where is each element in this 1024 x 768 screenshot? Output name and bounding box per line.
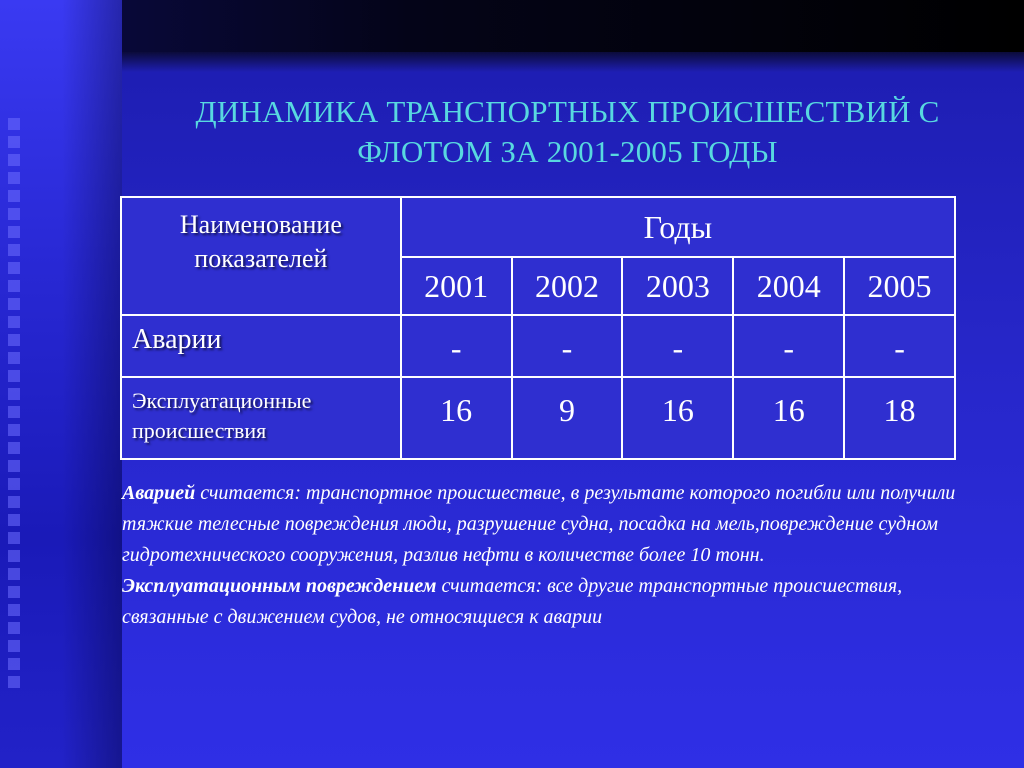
definitions-note <box>122 478 962 633</box>
slide-title: ДИНАМИКА ТРАНСПОРТНЫХ ПРОИСШЕСТВИЙ С ФЛОТОМ ЗА 2001-2005 ГОДЫ <box>195 94 940 169</box>
years-header: Годы <box>401 197 955 257</box>
table-cell: 18 <box>844 377 955 459</box>
top-dark-band <box>0 0 1024 52</box>
table-cell: 16 <box>733 377 844 459</box>
decor-squares <box>8 118 26 694</box>
term-operational-damage: Эксплуатационным повреждением <box>122 575 437 597</box>
definition-operational-damage: считается: все другие транспортные происшествия, связанные с движением судов, не относящиеся к аварии <box>122 575 903 628</box>
table-cell: - <box>733 315 844 377</box>
row-label-accidents: Аварии <box>121 315 401 377</box>
year-header-2003: 2003 <box>622 257 733 315</box>
row-label-operational-incidents: Эксплуатационные происшествия <box>121 377 401 459</box>
year-header-2005: 2005 <box>844 257 955 315</box>
table-cell: 16 <box>401 377 512 459</box>
year-header-2001: 2001 <box>401 257 512 315</box>
top-shadow <box>122 52 1024 72</box>
term-accident: Аварией <box>122 482 196 504</box>
table-cell: - <box>401 315 512 377</box>
table-cell: - <box>512 315 623 377</box>
incidents-table <box>120 196 956 460</box>
table-cell: 16 <box>622 377 733 459</box>
table-row <box>121 377 955 459</box>
table-row <box>121 315 955 377</box>
table-cell: - <box>622 315 733 377</box>
name-column-header: Наименование показателей <box>121 197 401 315</box>
table-cell: - <box>844 315 955 377</box>
year-header-2004: 2004 <box>733 257 844 315</box>
year-header-2002: 2002 <box>512 257 623 315</box>
definition-accident: считается: транспортное происшествие, в результате которого погибли или получили тяжкие телесные повреждения люди, разрушение судна, посадка на мель,повреждение судном гидротехнического сооружения, разлив нефти в количестве более 10 тонн. <box>122 482 956 566</box>
table-cell: 9 <box>512 377 623 459</box>
left-decor-strip <box>0 0 122 768</box>
